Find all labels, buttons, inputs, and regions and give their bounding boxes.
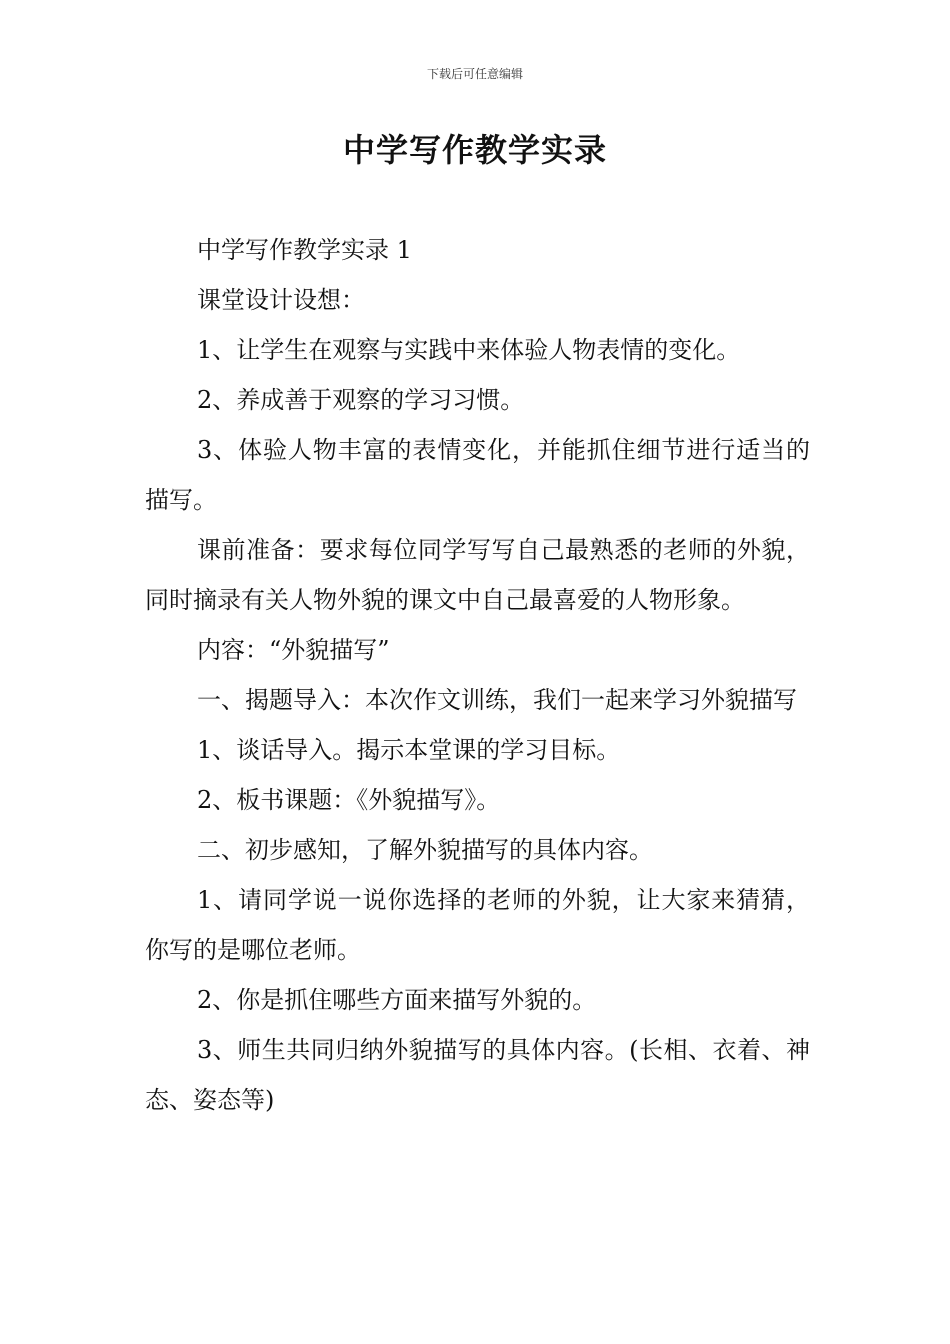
paragraph: 1、请同学说一说你选择的老师的外貌，让大家来猜猜，你写的是哪位老师。 [145, 886, 810, 964]
document-title: 中学写作教学实录 [342, 131, 607, 169]
paragraph: 3、体验人物丰富的表情变化，并能抓住细节进行适当的描写。 [145, 436, 810, 514]
paragraph: 中学写作教学实录 1 [197, 236, 412, 264]
paragraph: 2、养成善于观察的学习习惯。 [197, 386, 525, 414]
paragraph: 课堂设计设想： [197, 286, 365, 314]
paragraph: 二、初步感知，了解外貌描写的具体内容。 [197, 836, 653, 864]
paragraph: 1、谈话导入。揭示本堂课的学习目标。 [197, 736, 621, 764]
header-note: 下载后可任意编辑 [426, 67, 523, 81]
paragraph: 3、师生共同归纳外貌描写的具体内容。(长相、衣着、神态、姿态等) [145, 1036, 810, 1114]
paragraph: 内容：“外貌描写” [197, 636, 390, 664]
paragraph: 2、板书课题：《外貌描写》。 [197, 786, 501, 814]
paragraph: 一、揭题导入：本次作文训练，我们一起来学习外貌描写 [197, 686, 797, 714]
document-body [145, 225, 810, 1125]
paragraph: 1、让学生在观察与实践中来体验人物表情的变化。 [197, 336, 741, 364]
paragraph: 课前准备：要求每位同学写写自己最熟悉的老师的外貌，同时摘录有关人物外貌的课文中自己最喜爱的人物形象。 [145, 536, 810, 614]
paragraph: 2、你是抓住哪些方面来描写外貌的。 [197, 986, 597, 1014]
